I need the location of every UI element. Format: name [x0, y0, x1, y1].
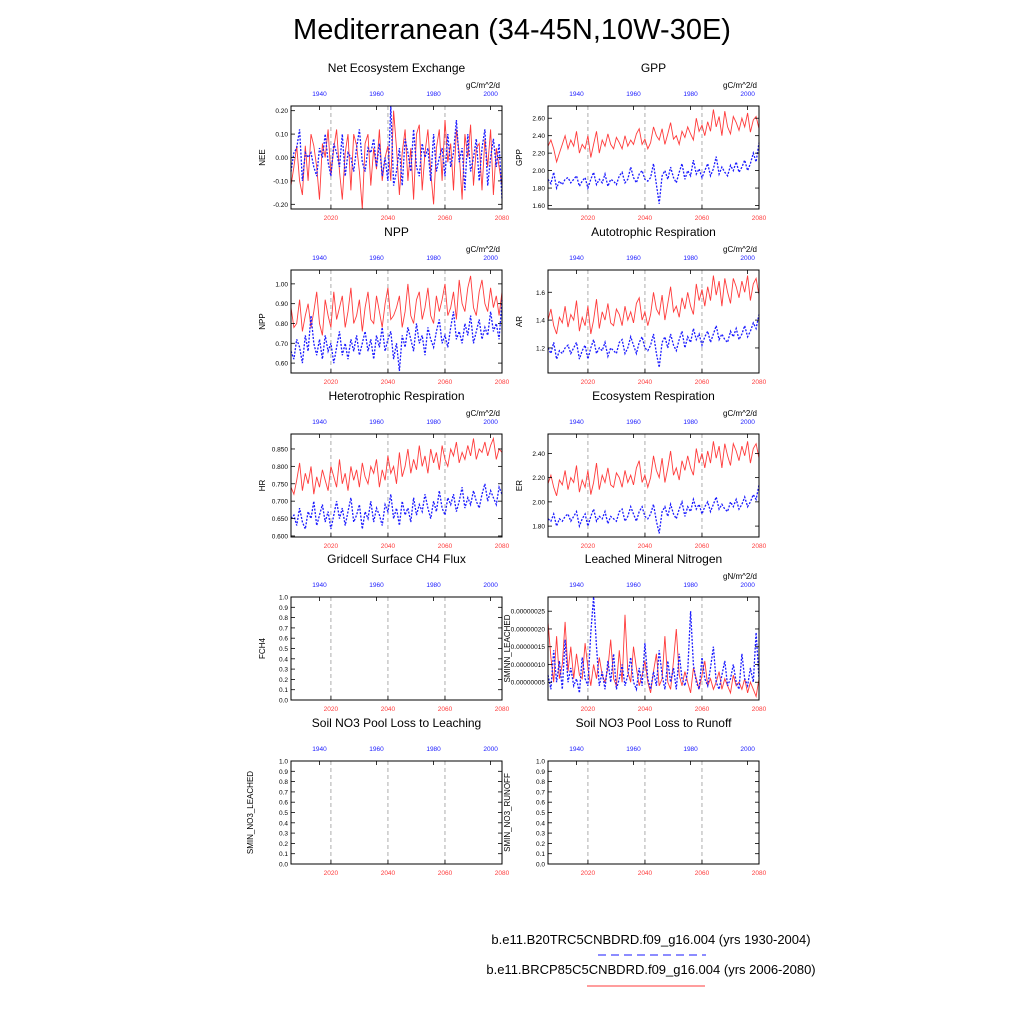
- y-axis-label: FCH4: [258, 638, 267, 659]
- y-axis-label: ER: [515, 479, 524, 492]
- series-line-historical: [548, 315, 759, 368]
- x-tick-label-bottom: 2020: [580, 215, 596, 222]
- series-line-future: [291, 276, 502, 336]
- x-tick-label-top: 1940: [312, 419, 327, 426]
- x-tick-label-top: 1980: [683, 419, 698, 426]
- x-tick-label-bottom: 2080: [494, 379, 510, 386]
- panel-title: Ecosystem Respiration: [592, 389, 715, 403]
- y-tick-label: 0.5: [278, 810, 288, 817]
- figure-title: Mediterranean (34-45N,10W-30E): [293, 14, 731, 46]
- x-tick-label-top: 1940: [569, 746, 584, 753]
- x-tick-label-top: 1960: [369, 419, 384, 426]
- y-tick-label: 0.9: [535, 768, 545, 776]
- y-tick-label: 2.60: [532, 115, 545, 123]
- y-tick-label: 0.4: [535, 820, 545, 828]
- x-tick-label-top: 1980: [426, 419, 441, 426]
- y-tick-label: 1.00: [275, 281, 288, 289]
- series-line-future: [291, 439, 502, 495]
- x-tick-label-bottom: 2020: [323, 379, 339, 386]
- x-tick-label-bottom: 2060: [694, 215, 710, 222]
- panel-units: gC/m^2/d: [723, 81, 757, 90]
- x-tick-label-bottom: 2060: [694, 706, 710, 713]
- y-tick-label: 0.1: [278, 851, 288, 859]
- panel-units: gN/m^2/d: [723, 572, 757, 581]
- y-axis-label: SMIN_NO3_RUNOFF: [503, 773, 512, 852]
- x-tick-label-bottom: 2040: [380, 706, 396, 713]
- y-tick-label: 0.5: [535, 810, 545, 817]
- y-tick-label: 0.8: [535, 779, 545, 787]
- x-tick-label-bottom: 2080: [494, 706, 510, 713]
- y-tick-label: 0.700: [271, 498, 288, 506]
- x-tick-label-bottom: 2040: [637, 706, 653, 713]
- plot-frame: [548, 106, 759, 209]
- y-tick-label: 0.00000005: [510, 679, 545, 687]
- y-tick-label: 0.0: [535, 861, 545, 869]
- y-tick-label: 0.8: [278, 615, 288, 623]
- x-tick-label-bottom: 2060: [437, 215, 453, 222]
- panel-title: Gridcell Surface CH4 Flux: [327, 552, 466, 566]
- y-tick-label: 1.6: [535, 289, 545, 297]
- x-tick-label-top: 1980: [426, 91, 441, 98]
- x-tick-label-top: 2000: [483, 91, 498, 98]
- y-axis-label: SMINN_LEACHED: [503, 614, 512, 683]
- series-line-future: [548, 110, 759, 162]
- y-tick-label: -0.20: [273, 201, 288, 209]
- y-tick-label: 0.6: [535, 799, 545, 807]
- x-tick-label-top: 1980: [426, 255, 441, 262]
- y-tick-label: 2.00: [532, 499, 545, 507]
- series-line-future: [548, 441, 759, 496]
- y-axis-label: AR: [515, 315, 524, 328]
- x-tick-label-top: 1980: [683, 255, 698, 262]
- x-tick-label-top: 1940: [312, 746, 327, 753]
- x-tick-label-top: 1940: [569, 419, 584, 426]
- x-tick-label-bottom: 2040: [637, 379, 653, 386]
- y-tick-label: 0.80: [275, 320, 288, 328]
- y-tick-label: -0.10: [273, 178, 288, 186]
- y-tick-label: 0.9: [278, 604, 288, 612]
- x-tick-label-bottom: 2060: [437, 706, 453, 713]
- y-tick-label: 1.0: [535, 758, 545, 766]
- x-tick-label-bottom: 2080: [751, 215, 767, 222]
- panel-units: gC/m^2/d: [466, 245, 500, 254]
- y-axis-label: NPP: [258, 313, 267, 330]
- y-tick-label: 1.0: [278, 594, 288, 602]
- panel-title: Soil NO3 Pool Loss to Leaching: [311, 716, 482, 730]
- series-line-historical: [548, 597, 759, 693]
- panel-units: gC/m^2/d: [723, 245, 757, 254]
- x-tick-label-top: 2000: [740, 255, 755, 262]
- y-tick-label: 0.9: [278, 768, 288, 776]
- x-tick-label-bottom: 2020: [323, 870, 339, 877]
- y-tick-label: 0.3: [535, 830, 545, 838]
- x-tick-label-bottom: 2060: [694, 543, 710, 550]
- x-tick-label-bottom: 2040: [380, 215, 396, 222]
- y-tick-label: 0.2: [278, 676, 288, 684]
- x-tick-label-bottom: 2040: [380, 379, 396, 386]
- x-tick-label-top: 2000: [740, 91, 755, 98]
- y-tick-label: 0.4: [278, 820, 288, 828]
- x-tick-label-top: 1960: [626, 582, 641, 589]
- x-tick-label-bottom: 2080: [751, 543, 767, 550]
- y-tick-label: 0.6: [278, 635, 288, 643]
- panel-title: Net Ecosystem Exchange: [327, 61, 466, 75]
- x-tick-label-top: 2000: [483, 255, 498, 262]
- panel-title: NPP: [384, 225, 409, 239]
- legend-historical-label: b.e11.B20TRC5CNBDRD.f09_g16.004 (yrs 1930-2004): [491, 932, 811, 947]
- x-tick-label-top: 1940: [569, 582, 584, 589]
- y-tick-label: 0.6: [278, 799, 288, 807]
- x-tick-label-top: 2000: [483, 746, 498, 753]
- y-tick-label: 2.00: [532, 168, 545, 176]
- x-tick-label-top: 1940: [569, 255, 584, 262]
- y-tick-label: 0.2: [278, 840, 288, 848]
- y-tick-label: 1.80: [532, 523, 545, 531]
- x-tick-label-bottom: 2020: [323, 706, 339, 713]
- y-axis-label: SMIN_NO3_LEACHED: [246, 770, 255, 855]
- series-line-historical: [291, 484, 502, 529]
- x-tick-label-top: 1980: [426, 582, 441, 589]
- panel-title: Leached Mineral Nitrogen: [584, 552, 723, 566]
- x-tick-label-top: 1980: [426, 746, 441, 753]
- panel-title: Heterotrophic Respiration: [328, 389, 465, 403]
- x-tick-label-bottom: 2020: [323, 215, 339, 222]
- plot-frame: [291, 434, 502, 537]
- y-tick-label: 0.00000020: [510, 626, 545, 634]
- panel-title: GPP: [640, 61, 667, 75]
- x-tick-label-top: 1960: [369, 255, 384, 262]
- y-tick-label: 0.00000015: [510, 644, 545, 652]
- x-tick-label-bottom: 2080: [751, 870, 767, 877]
- y-tick-label: 1.4: [535, 317, 545, 325]
- y-tick-label: 0.800: [271, 463, 288, 471]
- y-tick-label: 0.650: [271, 516, 288, 524]
- y-tick-label: 0.1: [535, 851, 545, 859]
- y-tick-label: 1.0: [278, 758, 288, 766]
- y-tick-label: 0.7: [278, 625, 288, 633]
- x-tick-label-bottom: 2040: [380, 543, 396, 550]
- x-tick-label-bottom: 2080: [494, 870, 510, 877]
- series-line-future: [291, 111, 502, 209]
- x-tick-label-top: 1960: [626, 255, 641, 262]
- x-tick-label-bottom: 2040: [380, 870, 396, 877]
- x-tick-label-bottom: 2060: [437, 870, 453, 877]
- panel-units: gC/m^2/d: [466, 409, 500, 418]
- x-tick-label-top: 1960: [626, 746, 641, 753]
- y-tick-label: 2.40: [532, 450, 545, 458]
- y-tick-label: 0.3: [278, 666, 288, 674]
- y-tick-label: 0.1: [278, 687, 288, 695]
- y-tick-label: 0.20: [275, 108, 288, 116]
- x-tick-label-top: 1960: [369, 582, 384, 589]
- x-tick-label-top: 2000: [483, 419, 498, 426]
- x-tick-label-top: 1980: [683, 582, 698, 589]
- x-tick-label-top: 1940: [312, 91, 327, 98]
- y-tick-label: 0.10: [275, 131, 288, 139]
- x-tick-label-top: 1980: [683, 746, 698, 753]
- y-tick-label: 0.70: [275, 340, 288, 348]
- panel-title: Autotrophic Respiration: [591, 225, 716, 239]
- x-tick-label-bottom: 2020: [580, 543, 596, 550]
- x-tick-label-bottom: 2040: [637, 543, 653, 550]
- x-tick-label-top: 1960: [626, 419, 641, 426]
- y-tick-label: 0.4: [278, 656, 288, 664]
- plot-frame: [548, 434, 759, 537]
- x-tick-label-bottom: 2020: [580, 379, 596, 386]
- x-tick-label-top: 2000: [483, 582, 498, 589]
- y-tick-label: 0.00: [275, 155, 288, 162]
- y-tick-label: 1.60: [532, 203, 545, 211]
- plot-frame: [291, 761, 502, 864]
- x-tick-label-top: 1960: [369, 91, 384, 98]
- y-tick-label: 0.7: [535, 789, 545, 797]
- y-axis-label: HR: [258, 479, 267, 492]
- series-line-future: [548, 276, 759, 334]
- x-tick-label-bottom: 2080: [494, 215, 510, 222]
- x-tick-label-bottom: 2020: [323, 543, 339, 550]
- y-tick-label: 0.7: [278, 789, 288, 797]
- y-tick-label: 0.8: [278, 779, 288, 787]
- x-tick-label-top: 1940: [312, 255, 327, 262]
- y-tick-label: 0.5: [278, 646, 288, 653]
- y-tick-label: 0.00000010: [510, 661, 545, 669]
- y-tick-label: 0.90: [275, 301, 288, 309]
- x-tick-label-bottom: 2040: [637, 215, 653, 222]
- x-tick-label-bottom: 2020: [580, 706, 596, 713]
- y-tick-label: 1.80: [532, 185, 545, 193]
- y-tick-label: 0.2: [535, 840, 545, 848]
- x-tick-label-bottom: 2080: [751, 706, 767, 713]
- panel-units: gC/m^2/d: [723, 409, 757, 418]
- panel-title: Soil NO3 Pool Loss to Runoff: [575, 716, 732, 730]
- y-tick-label: 0.600: [271, 533, 288, 541]
- y-tick-label: 1.2: [535, 345, 545, 353]
- x-tick-label-top: 1940: [312, 582, 327, 589]
- y-tick-label: 2.40: [532, 133, 545, 141]
- x-tick-label-bottom: 2080: [751, 379, 767, 386]
- panel-units: gC/m^2/d: [466, 81, 500, 90]
- y-axis-label: GPP: [515, 149, 524, 166]
- x-tick-label-top: 2000: [740, 746, 755, 753]
- x-tick-label-top: 1980: [683, 91, 698, 98]
- x-tick-label-bottom: 2020: [580, 870, 596, 877]
- x-tick-label-bottom: 2060: [437, 543, 453, 550]
- x-tick-label-bottom: 2080: [494, 543, 510, 550]
- x-tick-label-top: 1960: [626, 91, 641, 98]
- y-tick-label: 0.60: [275, 360, 288, 368]
- legend-future-label: b.e11.BRCP85C5CNBDRD.f09_g16.004 (yrs 2006-2080): [486, 962, 816, 977]
- y-tick-label: 0.850: [271, 446, 288, 454]
- plot-frame: [548, 761, 759, 864]
- plot-frame: [291, 597, 502, 700]
- x-tick-label-bottom: 2060: [694, 379, 710, 386]
- x-tick-label-top: 2000: [740, 582, 755, 589]
- x-tick-label-top: 1940: [569, 91, 584, 98]
- x-tick-label-top: 1960: [369, 746, 384, 753]
- y-tick-label: 0.00000025: [510, 608, 545, 616]
- x-tick-label-bottom: 2040: [637, 870, 653, 877]
- y-tick-label: 0.750: [271, 481, 288, 489]
- y-tick-label: 0.0: [278, 697, 288, 705]
- x-tick-label-top: 2000: [740, 419, 755, 426]
- x-tick-label-bottom: 2060: [437, 379, 453, 386]
- y-tick-label: 2.20: [532, 150, 545, 158]
- y-tick-label: 2.20: [532, 475, 545, 483]
- y-axis-label: NEE: [258, 149, 267, 166]
- y-tick-label: 0.3: [278, 830, 288, 838]
- x-tick-label-bottom: 2060: [694, 870, 710, 877]
- y-tick-label: 0.0: [278, 861, 288, 869]
